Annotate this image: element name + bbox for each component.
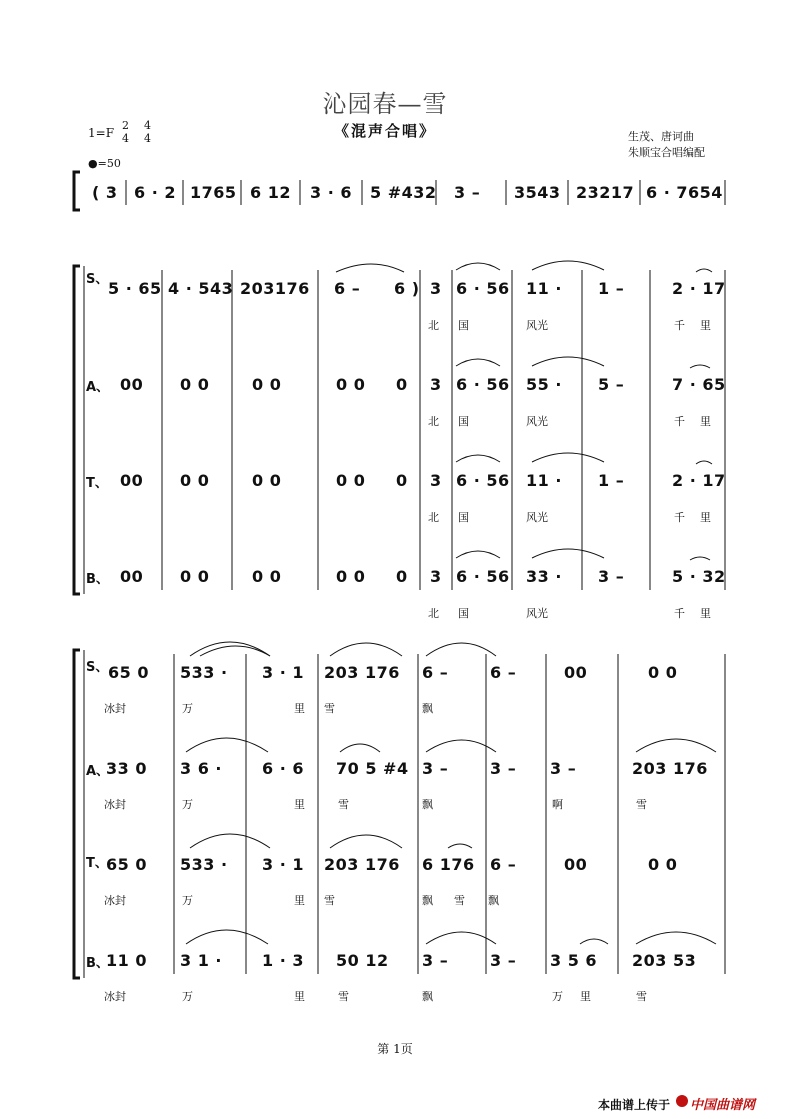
- measure: 0 0: [180, 375, 210, 394]
- lyric: 北: [428, 319, 439, 332]
- intro-measure: 3 –: [454, 183, 481, 202]
- lyric: 风光: [526, 607, 548, 620]
- measure: 6 · 56: [456, 375, 510, 394]
- lyric: 国: [458, 511, 469, 524]
- measure: 1 –: [598, 279, 625, 298]
- measure: 00: [120, 375, 144, 394]
- measure: 33 0: [106, 759, 147, 778]
- measure: 0 0: [648, 663, 678, 682]
- measure: 3 1 ·: [180, 951, 222, 970]
- intro-measure: 6 12: [250, 183, 291, 202]
- lyric: 雪: [324, 894, 335, 907]
- note-icon: ●: [88, 157, 98, 170]
- lyric: 啊: [552, 798, 563, 811]
- measure: 203 176: [632, 759, 708, 778]
- measure: 6 –: [490, 855, 517, 874]
- lyric: 雪: [338, 798, 349, 811]
- measure: 203 176: [324, 855, 400, 874]
- measure: 5 –: [598, 375, 625, 394]
- measure: 3 6 ·: [180, 759, 222, 778]
- measure: 6 –: [334, 279, 361, 298]
- meter-top: 2: [122, 119, 129, 132]
- measure: 3 –: [422, 951, 449, 970]
- measure: 5 · 32: [672, 567, 726, 586]
- lyric: 里: [700, 607, 711, 620]
- measure: 6 –: [490, 663, 517, 682]
- measure: 65 0: [106, 855, 147, 874]
- measure: 0 0: [252, 375, 282, 394]
- measure: 4 · 543: [168, 279, 234, 298]
- voice-label-soprano: S、: [86, 272, 109, 287]
- lyric: 雪: [636, 990, 647, 1003]
- measure: 6 176: [422, 855, 475, 874]
- lyric: 国: [458, 415, 469, 428]
- site-logo-icon: [676, 1095, 688, 1107]
- lyric: 里: [294, 894, 305, 907]
- measure: 3 –: [490, 759, 517, 778]
- measure: 0 0: [336, 471, 366, 490]
- lyric: 风光: [526, 415, 548, 428]
- measure: 5 · 65: [108, 279, 162, 298]
- lyric: 飘: [422, 702, 433, 715]
- meter-bottom: 4: [122, 132, 129, 145]
- meter-bottom: 4: [144, 132, 151, 145]
- measure: 11 0: [106, 951, 147, 970]
- intro-measure: 23217: [576, 183, 635, 202]
- lyric: 里: [294, 702, 305, 715]
- measure: 3: [430, 375, 442, 394]
- lyric: 千: [674, 415, 685, 428]
- lyric: 雪: [324, 702, 335, 715]
- lyric: 北: [428, 415, 439, 428]
- lyric: 北: [428, 607, 439, 620]
- lyric: 千: [674, 607, 685, 620]
- lyric: 千: [674, 319, 685, 332]
- measure: 6 · 56: [456, 279, 510, 298]
- measure: 33 ·: [526, 567, 562, 586]
- measure: 3 5 6: [550, 951, 598, 970]
- measure: 3 · 1: [262, 855, 304, 874]
- lyric: 国: [458, 607, 469, 620]
- voice-label-bass: B、: [86, 572, 109, 587]
- site-logo-text[interactable]: 中国曲谱网: [690, 1098, 756, 1113]
- lyric: 万: [552, 990, 563, 1003]
- lyric: 雪: [636, 798, 647, 811]
- lyric: 风光: [526, 511, 548, 524]
- lyric: 冰封: [104, 702, 126, 715]
- lyric: 冰封: [104, 894, 126, 907]
- measure: 203 176: [324, 663, 400, 682]
- lyric: 国: [458, 319, 469, 332]
- measure: 55 ·: [526, 375, 562, 394]
- lyric: 雪: [338, 990, 349, 1003]
- lyric: 雪: [454, 894, 465, 907]
- measure: 203176: [240, 279, 310, 298]
- voice-label-tenor: T、: [86, 476, 108, 491]
- lyric: 北: [428, 511, 439, 524]
- measure: 3 –: [550, 759, 577, 778]
- measure: 00: [564, 855, 588, 874]
- measure: 3: [430, 279, 442, 298]
- measure: 3 –: [598, 567, 625, 586]
- intro-measure: 3 · 6: [310, 183, 352, 202]
- lyric: 万: [182, 798, 193, 811]
- measure: 0: [396, 375, 408, 394]
- measure: 3 –: [422, 759, 449, 778]
- lyric: 飘: [422, 894, 433, 907]
- lyric: 风光: [526, 319, 548, 332]
- measure: 00: [120, 471, 144, 490]
- measure: 0: [396, 567, 408, 586]
- lyric: 万: [182, 894, 193, 907]
- intro-measure: 5 #432: [370, 183, 437, 202]
- measure: 1 –: [598, 471, 625, 490]
- measure: 0 0: [180, 471, 210, 490]
- measure: 533 ·: [180, 663, 228, 682]
- page-number: 第 1页: [377, 1042, 413, 1056]
- measure: 0 0: [336, 375, 366, 394]
- measure: 11 ·: [526, 279, 562, 298]
- lyric: 里: [700, 415, 711, 428]
- lyric: 里: [700, 319, 711, 332]
- lyric: 里: [294, 990, 305, 1003]
- measure: 50 12: [336, 951, 389, 970]
- measure: 00: [120, 567, 144, 586]
- measure: 6 ): [394, 279, 420, 298]
- page-title: 沁园春—雪: [322, 90, 448, 118]
- lyricist-credit: 生茂、唐诃曲: [628, 130, 694, 143]
- measure: 6 · 56: [456, 567, 510, 586]
- upload-note: 本曲谱上传于: [598, 1098, 671, 1112]
- measure: 1 · 3: [262, 951, 304, 970]
- measure: 3 –: [490, 951, 517, 970]
- lyric: 飘: [488, 894, 499, 907]
- lyric: 冰封: [104, 798, 126, 811]
- key-signature: 1=F: [88, 126, 115, 140]
- measure: 203 53: [632, 951, 697, 970]
- measure: 2 · 17: [672, 279, 726, 298]
- measure: 70 5 #4: [336, 759, 409, 778]
- lyric: 千: [674, 511, 685, 524]
- lyric: 里: [580, 990, 591, 1003]
- lyric: 冰封: [104, 990, 126, 1003]
- lyric: 万: [182, 702, 193, 715]
- measure: 0: [396, 471, 408, 490]
- lyric: 里: [294, 798, 305, 811]
- intro-measure: 6 · 2: [134, 183, 176, 202]
- lyric: 飘: [422, 798, 433, 811]
- voice-label-soprano: S、: [86, 660, 109, 675]
- arranger-credit: 朱顺宝合唱编配: [628, 146, 705, 159]
- measure: 3: [430, 471, 442, 490]
- measure: 0 0: [180, 567, 210, 586]
- measure: 65 0: [108, 663, 149, 682]
- intro-measure: 3543: [514, 183, 561, 202]
- voice-label-alto: A、: [86, 380, 110, 395]
- measure: 6 –: [422, 663, 449, 682]
- measure: 0 0: [336, 567, 366, 586]
- tempo-marking: ●=50: [88, 157, 121, 170]
- measure: 533 ·: [180, 855, 228, 874]
- voice-label-tenor: T、: [86, 856, 108, 871]
- lyric: 里: [700, 511, 711, 524]
- voice-label-alto: A、: [86, 764, 110, 779]
- measure: 0 0: [648, 855, 678, 874]
- meter-top: 4: [144, 119, 151, 132]
- measure: 2 · 17: [672, 471, 726, 490]
- measure: 3: [430, 567, 442, 586]
- measure: 00: [564, 663, 588, 682]
- subtitle: 《混声合唱》: [333, 122, 436, 140]
- measure: 6 · 56: [456, 471, 510, 490]
- measure: 11 ·: [526, 471, 562, 490]
- lyric: 飘: [422, 990, 433, 1003]
- measure: 6 · 6: [262, 759, 304, 778]
- intro-measure: ( 3: [92, 183, 118, 202]
- measure: 0 0: [252, 471, 282, 490]
- measure: 3 · 1: [262, 663, 304, 682]
- intro-measure: 6 · 7654: [646, 183, 723, 202]
- voice-label-bass: B、: [86, 956, 109, 971]
- intro-measure: 1765: [190, 183, 237, 202]
- measure: 0 0: [252, 567, 282, 586]
- lyric: 万: [182, 990, 193, 1003]
- measure: 7 · 65: [672, 375, 726, 394]
